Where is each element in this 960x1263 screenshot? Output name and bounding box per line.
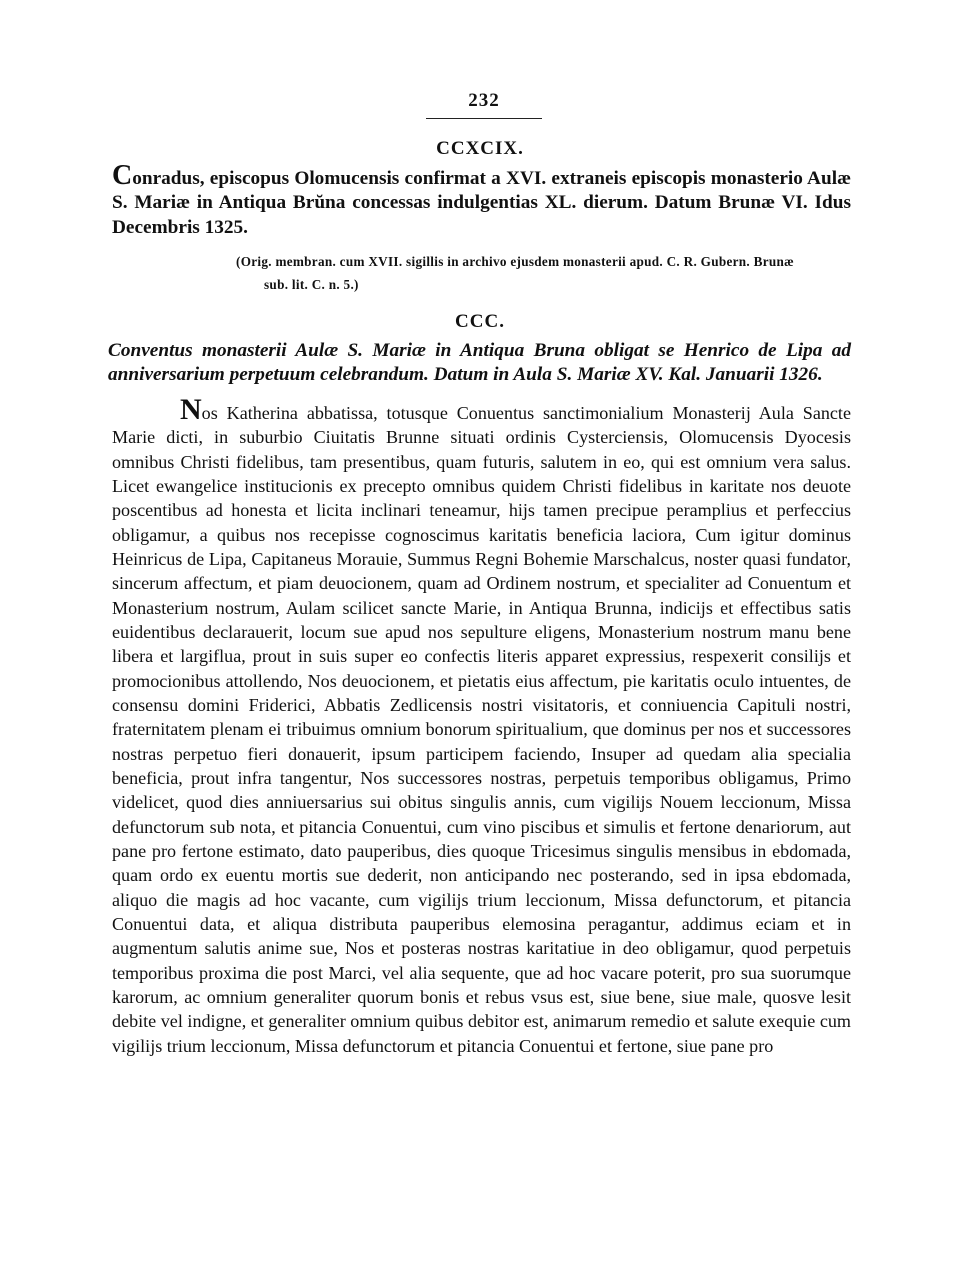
- page-number-rule: [426, 118, 542, 119]
- source-note-ccxcix: [112, 250, 851, 296]
- regest-ccxcix: [112, 160, 851, 240]
- regest-ccc-initial: C: [108, 340, 121, 361]
- source-note-line-1: (Orig. membran. cum XVII. sigillis in archivo ejusdem monasterii apud. C. R. Gubern. Brunæ: [236, 254, 794, 269]
- regest-ccxcix-initial: C: [112, 160, 133, 191]
- regest-ccc-text: onventus monasterii Aulæ S. Mariæ in Antiqua Bruna obligat se Henrico de Lipa ad anniversarium perpetuum celebrandum. Datum in Aula S. Mariæ XV. Kal. Januarii 1326.: [108, 340, 851, 386]
- regest-ccxcix-text: onradus, episcopus Olomucensis confirmat a XVI. extraneis episcopis monasterio Aulæ S. Mariæ in Antiqua Brŭna concessas indulgentias XL. dierum. Datum Brunæ VI. Idus Decembris 1325.: [112, 168, 851, 238]
- document-text-body: os Katherina abbatissa, totusque Conuentus sanctimonialium Monasterij Aula Sancte Marie dicti, in suburbio Ciuitatis Brunne situati ordinis Cysterciensis, Olomucensis Dyocesis omnibus Christi fidelibus, tam presentibus, quam futuris, salutem in eo, qui est omnium vera salus. Licet ewangelice institucionis ex precepto omnibus quidem Christi fidelibus in karitate nos deuote poscentibus ad honesta et licita inclinari teneamur, hijs tamen precipue peramplius et perfeccius obligamur, a quibus nos recepisse cognoscimus karitatis beneficia laciora, Cum igitur dominus Heinricus de Lipa, Capitaneus Morauie, Summus Regni Bohemie Marschalcus, noster quasi fundator, sincerum affectum, et piam deuocionem, quam ad Ordinem nostrum, et specialiter ad Conuentum et Monasterium nostrum, Aulam scilicet sancte Marie, in Antiqua Brunna, indicijs et effectibus satis euidentibus declarauerit, locum sue apud nos sepulture eligens, Monasterium nostrum manu bene libera et largiflua, prout in suis super eo confectis literis apparet expressius, respexerit consilijs et promocionibus attollendo, Nos deuocionem, et pietatis eius affectum, pie karitatis oculo intuentes, de consensu domini Friderici, Abbatis Zedlicensis nostri visitatoris, et conniuencia Capituli nostri, fraternitatem plenam ei tribuimus omnium bonorum spiritualium, que dominus per nos et successores nostras perpetuo fieri donauerit, ipsum participem faciendo, Insuper ad quedam alia specialia beneficia, prout infra tangentur, Nos successores nostras, perpetuis temporibus obligamus, Primo videlicet, quod dies anniuersarius sui obitus singulis annis, cum vigilijs Nouem leccionum, Missa defunctorum sub nota, et pitancia Conuentui, cum vino piscibus et simulis et fertone denariorum, aut pane pro fertone estimato, dato pauperibus, dies quoque Tricesimus singulis mensibus in ebdomada, quam ordo ex euentu mortis sue dederit, non anticipando nec posterando, sed in ipsa ebdomada, aliquo die magis ad hoc vacante, cum vigilijs trium leccionum, Missa defunctorum, et pitancia Conuentui data, et aliqua distributa pauperibus elemosina peragantur, addimus eciam et in augmentum salutis anime sue, Nos et posteras nostras karitatiue in deo obligamur, quod perpetuis temporibus proxima die post Marci, vel alia sequente, que ad hoc vacare poterit, pro sua suorumque karorum, ac omnium generaliter quorum bonis et rebus vsus est, siue bene, siue male, quosve lesit debite vel indigne, et generaliter omnium quibus debitor est, animarum remedio et salute exequie cum vigilijs trium leccionum, Missa defunctorum et pitancia Conuentui et fertone, siue pane pro: [112, 403, 851, 1056]
- document-text-ccc: [112, 393, 851, 1058]
- document-number-ccc: CCC.: [455, 311, 505, 332]
- page-number: 232: [468, 90, 500, 111]
- regest-ccc: [108, 339, 851, 388]
- source-note-line-2: sub. lit. C. n. 5.): [264, 277, 359, 292]
- document-text-initial: N: [180, 393, 202, 426]
- document-number-ccxcix: CCXCIX.: [436, 138, 524, 159]
